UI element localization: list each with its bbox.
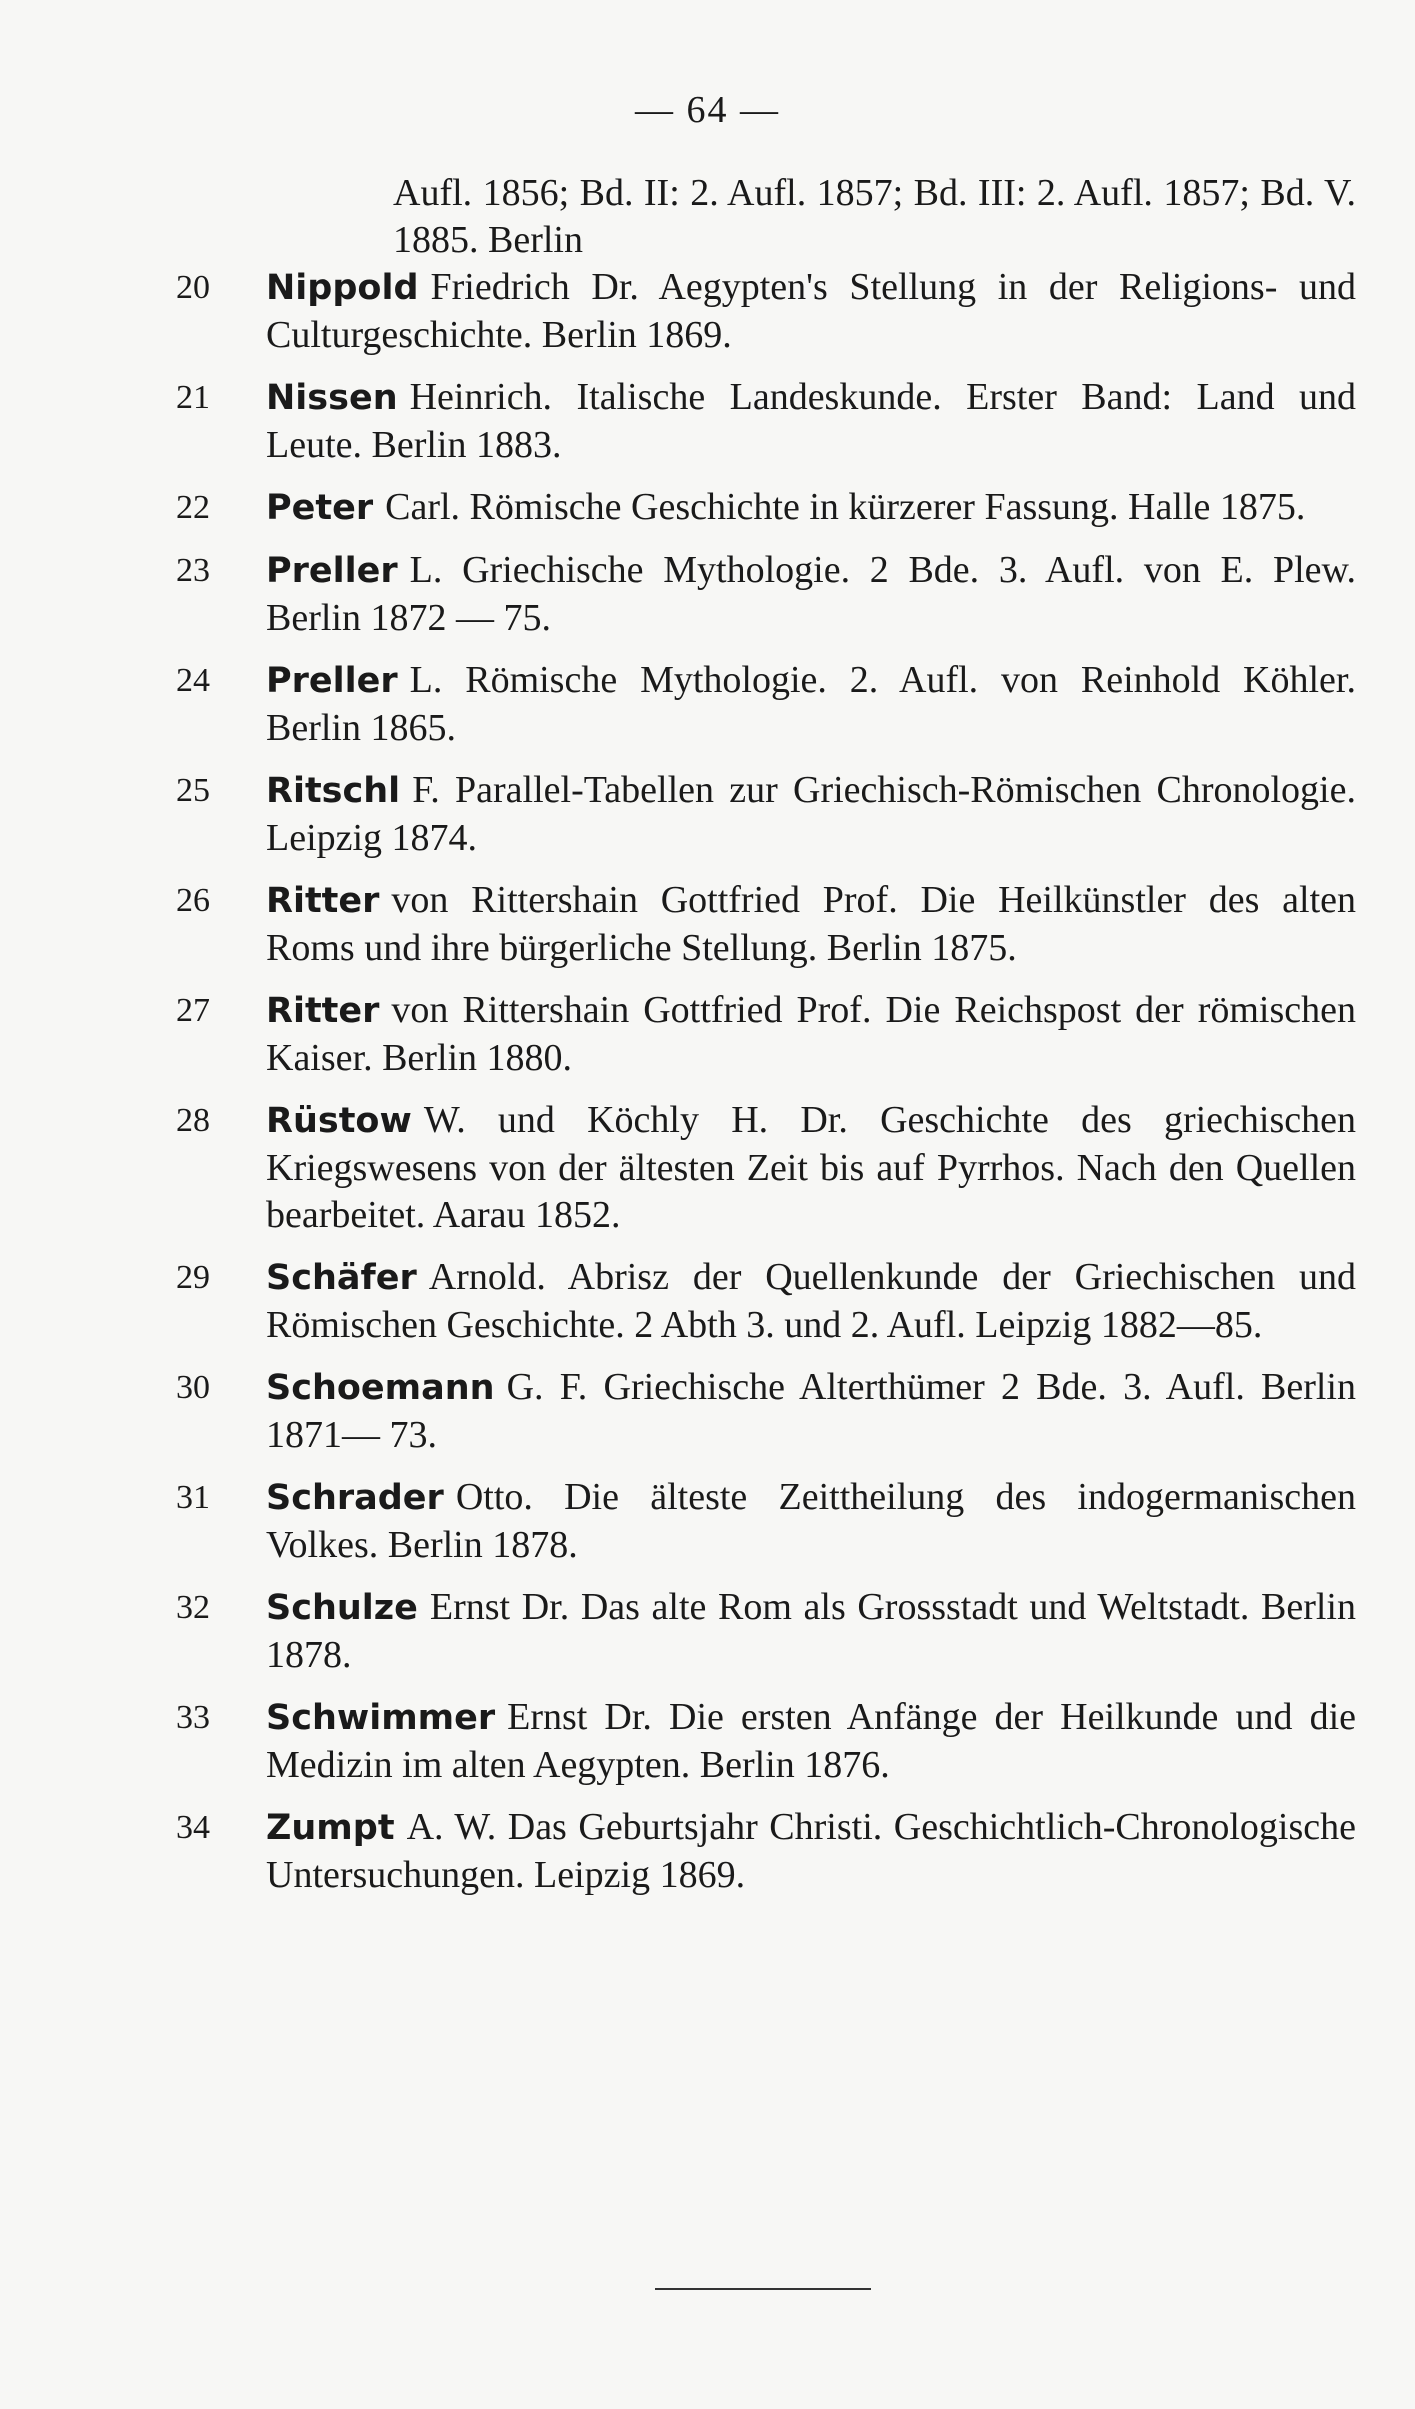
page-number: — 64 — <box>635 89 780 131</box>
bibliography-entry <box>0 1804 1415 1899</box>
bibliography-entry <box>0 1694 1415 1789</box>
entry-author: Nissen <box>266 378 398 418</box>
entry-number: 31 <box>176 1479 210 1516</box>
entry-number: 29 <box>176 1259 210 1296</box>
bibliography-entry <box>0 264 1415 359</box>
entry-number: 28 <box>176 1102 210 1139</box>
entry-number: 25 <box>176 772 210 809</box>
entry-author: Zumpt <box>266 1808 395 1848</box>
entry-number: 23 <box>176 552 210 589</box>
entry-text <box>266 547 1356 642</box>
entry-author: Preller <box>266 661 398 701</box>
entry-number: 20 <box>176 269 210 306</box>
entry-text <box>266 264 1356 359</box>
entry-number: 33 <box>176 1699 210 1736</box>
bibliography-entry <box>0 987 1415 1082</box>
entry-text <box>266 1474 1356 1569</box>
entry-text <box>266 1364 1356 1459</box>
entry-author: Nippold <box>266 268 419 308</box>
entry-description: von Rittershain Gottfried Prof. Die Reichspost der römischen Kaiser. Berlin 1880. <box>266 989 1356 1079</box>
closing-rule <box>655 2288 871 2290</box>
bibliography-entry <box>0 1254 1415 1349</box>
bibliography-entry <box>0 1364 1415 1459</box>
entry-author: Schäfer <box>266 1258 417 1298</box>
entry-description: L. Griechische Mythologie. 2 Bde. 3. Aufl. von E. Plew. Berlin 1872 — 75. <box>266 549 1356 639</box>
entry-text <box>266 767 1356 862</box>
entry-text <box>266 1097 1356 1239</box>
entry-author: Schrader <box>266 1478 444 1518</box>
entry-number: 21 <box>176 379 210 416</box>
bibliography-entry <box>0 1474 1415 1569</box>
bibliography-entry <box>0 1584 1415 1679</box>
entry-number: 27 <box>176 992 210 1029</box>
continuation-entry <box>0 170 1415 264</box>
entry-description: Friedrich Dr. Aegypten's Stellung in der Religions- und Culturgeschichte. Berlin 1869. <box>266 266 1356 356</box>
entry-description: G. F. Griechische Alterthümer 2 Bde. 3. Aufl. Berlin 1871— 73. <box>266 1366 1356 1456</box>
entry-number: 22 <box>176 489 210 526</box>
entry-description: Heinrich. Italische Landeskunde. Erster Band: Land und Leute. Berlin 1883. <box>266 376 1356 466</box>
entry-text <box>266 877 1356 972</box>
entry-author: Rüstow <box>266 1101 412 1141</box>
entry-text <box>266 657 1356 752</box>
entry-text <box>266 1694 1356 1789</box>
entry-author: Schulze <box>266 1588 418 1628</box>
entry-author: Ritter <box>266 881 380 921</box>
entry-description: A. W. Das Geburtsjahr Christi. Geschichtlich-Chronologische Untersuchungen. Leipzig 1869. <box>266 1806 1356 1896</box>
entry-number: 26 <box>176 882 210 919</box>
entry-description: Ernst Dr. Das alte Rom als Grossstadt und Weltstadt. Berlin 1878. <box>266 1586 1356 1676</box>
entry-description: Arnold. Abrisz der Quellenkunde der Griechischen und Römischen Geschichte. 2 Abth 3. und 2. Aufl. Leipzig 1882—85. <box>266 1256 1356 1346</box>
entry-text <box>266 987 1356 1082</box>
entry-number: 34 <box>176 1809 210 1846</box>
entry-description: von Rittershain Gottfried Prof. Die Heilkünstler des alten Roms und ihre bürgerliche Stellung. Berlin 1875. <box>266 879 1356 969</box>
entry-description: Carl. Römische Geschichte in kürzerer Fassung. Halle 1875. <box>385 486 1306 528</box>
bibliography-entry <box>0 374 1415 469</box>
entry-author: Schoemann <box>266 1368 495 1408</box>
entry-text <box>266 1584 1356 1679</box>
entry-number: 24 <box>176 662 210 699</box>
entry-text <box>266 484 1356 532</box>
entry-text <box>266 374 1356 469</box>
entry-author: Peter <box>266 488 374 528</box>
entry-list <box>0 264 1415 1899</box>
entry-text <box>266 1804 1356 1899</box>
entry-author: Ritschl <box>266 771 401 811</box>
bibliography-list <box>0 170 1415 1899</box>
bibliography-entry <box>0 1097 1415 1239</box>
entry-description: F. Parallel-Tabellen zur Griechisch-Römischen Chronologie. Leipzig 1874. <box>266 769 1356 859</box>
entry-text <box>266 1254 1356 1349</box>
entry-author: Preller <box>266 551 398 591</box>
entry-author: Ritter <box>266 991 380 1031</box>
bibliography-entry <box>0 877 1415 972</box>
entry-description: L. Römische Mythologie. 2. Aufl. von Reinhold Köhler. Berlin 1865. <box>266 659 1356 749</box>
entry-description: Ernst Dr. Die ersten Anfänge der Heilkunde und die Medizin im alten Aegypten. Berlin 1876. <box>266 1696 1356 1786</box>
entry-author: Schwimmer <box>266 1698 496 1738</box>
entry-number: 30 <box>176 1369 210 1406</box>
bibliography-entry <box>0 767 1415 862</box>
bibliography-entry <box>0 547 1415 642</box>
entry-text: Aufl. 1856; Bd. II: 2. Aufl. 1857; Bd. III: 2. Aufl. 1857; Bd. V. 1885. Berlin <box>393 172 1356 261</box>
entry-description: Otto. Die älteste Zeittheilung des indogermanischen Volkes. Berlin 1878. <box>266 1476 1356 1566</box>
bibliography-entry <box>0 484 1415 532</box>
bibliography-entry <box>0 657 1415 752</box>
entry-description: W. und Köchly H. Dr. Geschichte des griechischen Kriegswesens von der ältesten Zeit bis auf Pyrrhos. Nach den Quellen bearbeitet. Aarau 1852. <box>266 1099 1356 1236</box>
entry-number: 32 <box>176 1589 210 1626</box>
